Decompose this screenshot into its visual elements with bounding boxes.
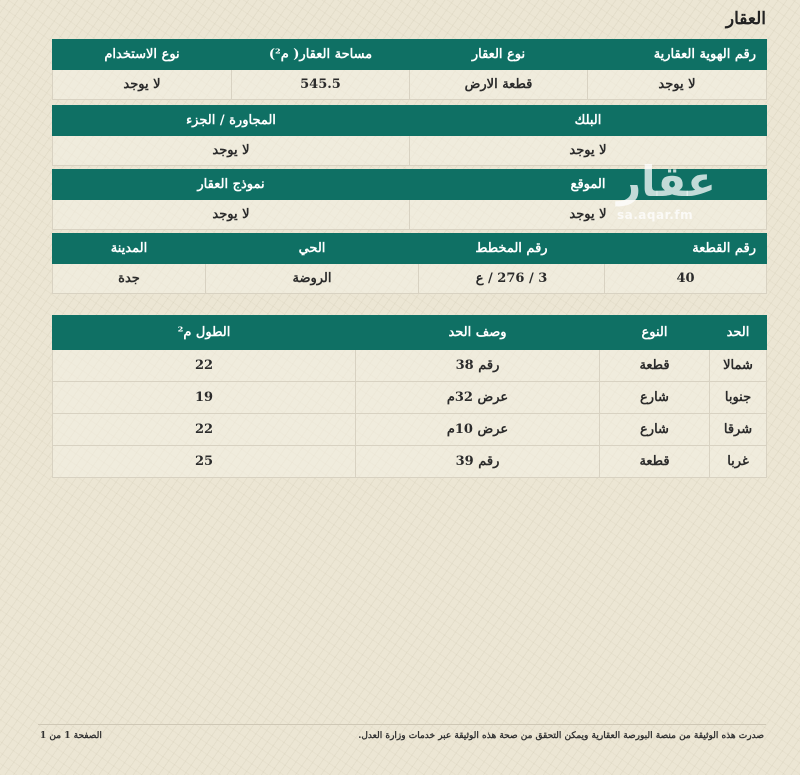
watermark-logo: عقار [617,157,716,206]
boundary-type: قطعة [600,350,710,382]
header-property-type: نوع العقار [410,40,588,70]
header-usage-type: نوع الاستخدام [53,40,232,70]
header-property-area: مساحة العقار( م²) [232,40,410,70]
header-property-model: نموذج العقار [53,170,410,200]
boundary-description: رقم 39 [356,446,600,478]
header-boundary-length: الطول م² [53,316,356,350]
value-property-area: 545.5 [232,70,410,100]
header-plan-number: رقم المخطط [419,234,605,264]
header-block: البلك [410,106,767,136]
table-row [53,414,767,446]
boundary-direction: شرقا [710,414,767,446]
boundary-direction: جنوبا [710,382,767,414]
value-plot-number: 40 [605,264,767,294]
property-info-table-1 [52,39,767,100]
watermark-url: sa.aqar.fm [617,208,694,222]
boundary-description: عرض 32م [356,382,600,414]
boundary-description: عرض 10م [356,414,600,446]
header-boundary-description: وصف الحد [356,316,600,350]
value-location: لا يوجد [410,200,767,230]
value-plan-number: 3 / 276 / ع [419,264,605,294]
table-row [53,350,767,382]
boundary-type: شارع [600,414,710,446]
boundaries-table [52,315,767,478]
aqar-watermark [617,158,727,238]
footer-divider [38,724,766,725]
property-info-table-4 [52,233,767,294]
value-block: لا يوجد [410,136,767,166]
header-plot-number: رقم القطعة [605,234,767,264]
value-property-model: لا يوجد [53,200,410,230]
boundary-length: 25 [53,446,356,478]
value-property-id: لا يوجد [588,70,767,100]
boundary-length: 22 [53,414,356,446]
header-district: الحي [206,234,419,264]
header-property-id: رقم الهوية العقارية [588,40,767,70]
boundary-type: شارع [600,382,710,414]
table-row [53,382,767,414]
value-city: جدة [53,264,206,294]
boundary-direction: غربا [710,446,767,478]
header-neighborhood-part: المجاورة / الجزء [53,106,410,136]
page-number: الصفحة 1 من 1 [40,731,102,741]
boundary-length: 19 [53,382,356,414]
value-district: الروضة [206,264,419,294]
boundary-direction: شمالا [710,350,767,382]
table-row [53,446,767,478]
footer-note: صدرت هذه الوثيقة من منصة البورصة العقارية ويمكن التحقق من صحة هذه الوثيقة عبر خدمات وزارة العدل. [358,731,764,741]
value-property-type: قطعة الارض [410,70,588,100]
header-city: المدينة [53,234,206,264]
header-location: الموقع [410,170,767,200]
boundary-description: رقم 38 [356,350,600,382]
header-boundary-type: النوع [600,316,710,350]
boundary-length: 22 [53,350,356,382]
section-title: العقار [725,9,766,29]
value-usage-type: لا يوجد [53,70,232,100]
header-boundary: الحد [710,316,767,350]
value-neighborhood-part: لا يوجد [53,136,410,166]
boundary-type: قطعة [600,446,710,478]
